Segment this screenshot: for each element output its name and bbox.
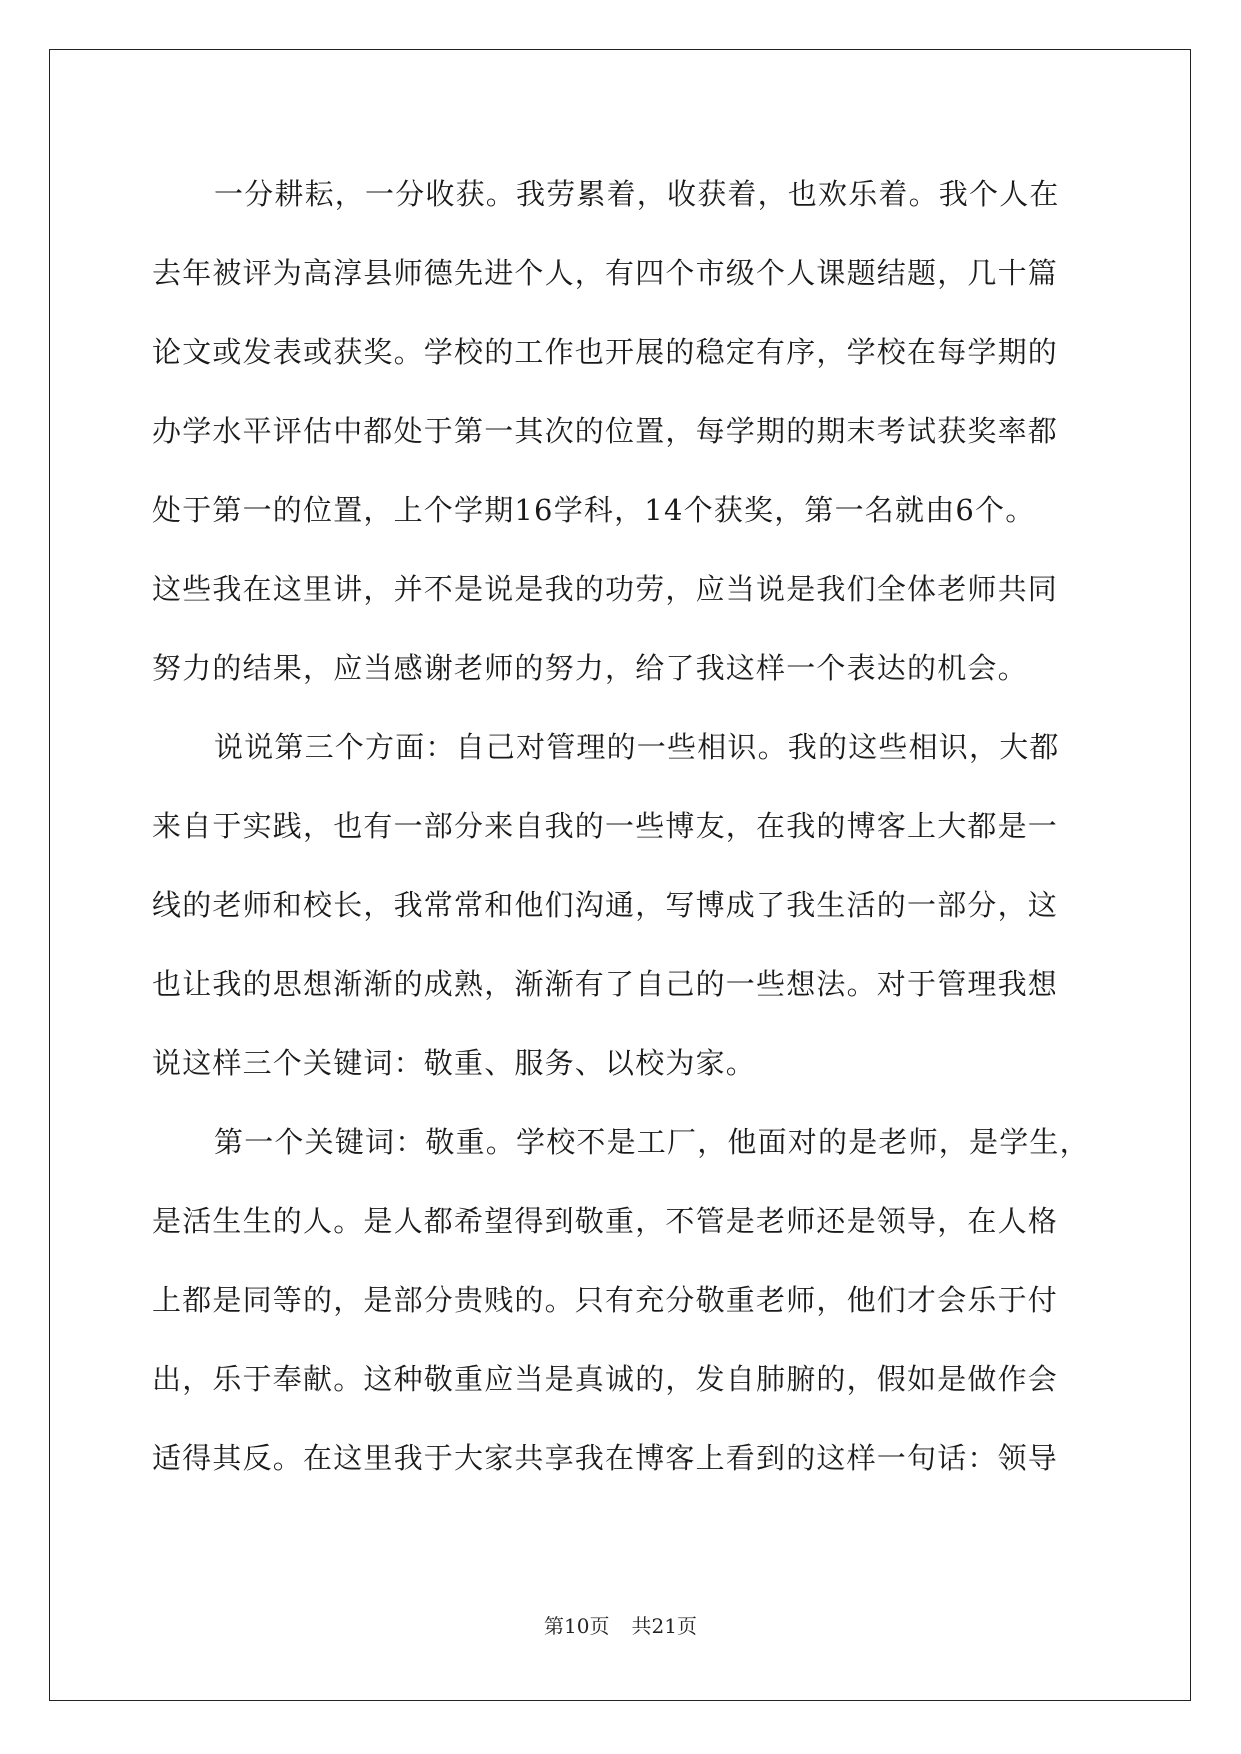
text-line: 上都是同等的，是部分贵贱的。只有充分敬重老师，他们才会乐于付 (152, 1283, 1059, 1317)
text-line: 说这样三个关键词：敬重、服务、以校为家。 (152, 1046, 757, 1080)
text-line: 这些我在这里讲，并不是说是我的功劳，应当说是我们全体老师共同 (152, 572, 1059, 606)
text-line: 努力的结果，应当感谢老师的努力，给了我这样一个表达的机会。 (152, 651, 1028, 685)
text-line: 处于第一的位置，上个学期16学科，14个获奖，第一名就由6个。 (152, 493, 1036, 527)
text-line: 出，乐于奉献。这种敬重应当是真诚的，发自肺腑的，假如是做作会 (152, 1362, 1059, 1396)
text-line: 办学水平评估中都处于第一其次的位置，每学期的期末考试获奖率都 (152, 414, 1059, 448)
text-line: 来自于实践，也有一部分来自我的一些博友，在我的博客上大都是一 (152, 809, 1059, 843)
text-line: 一分耕耘，一分收获。我劳累着，收获着，也欢乐着。我个人在 (214, 177, 1060, 211)
total-pages: 共21页 (631, 1614, 697, 1638)
text-line: 去年被评为高淳县师德先进个人，有四个市级个人课题结题，几十篇 (152, 256, 1059, 290)
text-line: 线的老师和校长，我常常和他们沟通，写博成了我生活的一部分，这 (152, 888, 1059, 922)
text-line: 是活生生的人。是人都希望得到敬重，不管是老师还是领导，在人格 (152, 1204, 1059, 1238)
text-line: 第一个关键词：敬重。学校不是工厂，他面对的是老师，是学生， (214, 1125, 1090, 1159)
text-line: 也让我的思想渐渐的成熟，渐渐有了自己的一些想法。对于管理我想 (152, 967, 1059, 1001)
text-line: 适得其反。在这里我于大家共享我在博客上看到的这样一句话：领导 (152, 1441, 1059, 1475)
text-line: 论文或发表或获奖。学校的工作也开展的稳定有序，学校在每学期的 (152, 335, 1059, 369)
page-footer (0, 1610, 1241, 1639)
text-line: 说说第三个方面：自己对管理的一些相识。我的这些相识，大都 (214, 730, 1060, 764)
document-body (152, 155, 1088, 1498)
paragraph-3 (152, 1103, 1088, 1498)
paragraph-2 (152, 708, 1088, 1103)
current-page-number: 第10页 (544, 1614, 610, 1638)
paragraph-1 (152, 155, 1088, 708)
